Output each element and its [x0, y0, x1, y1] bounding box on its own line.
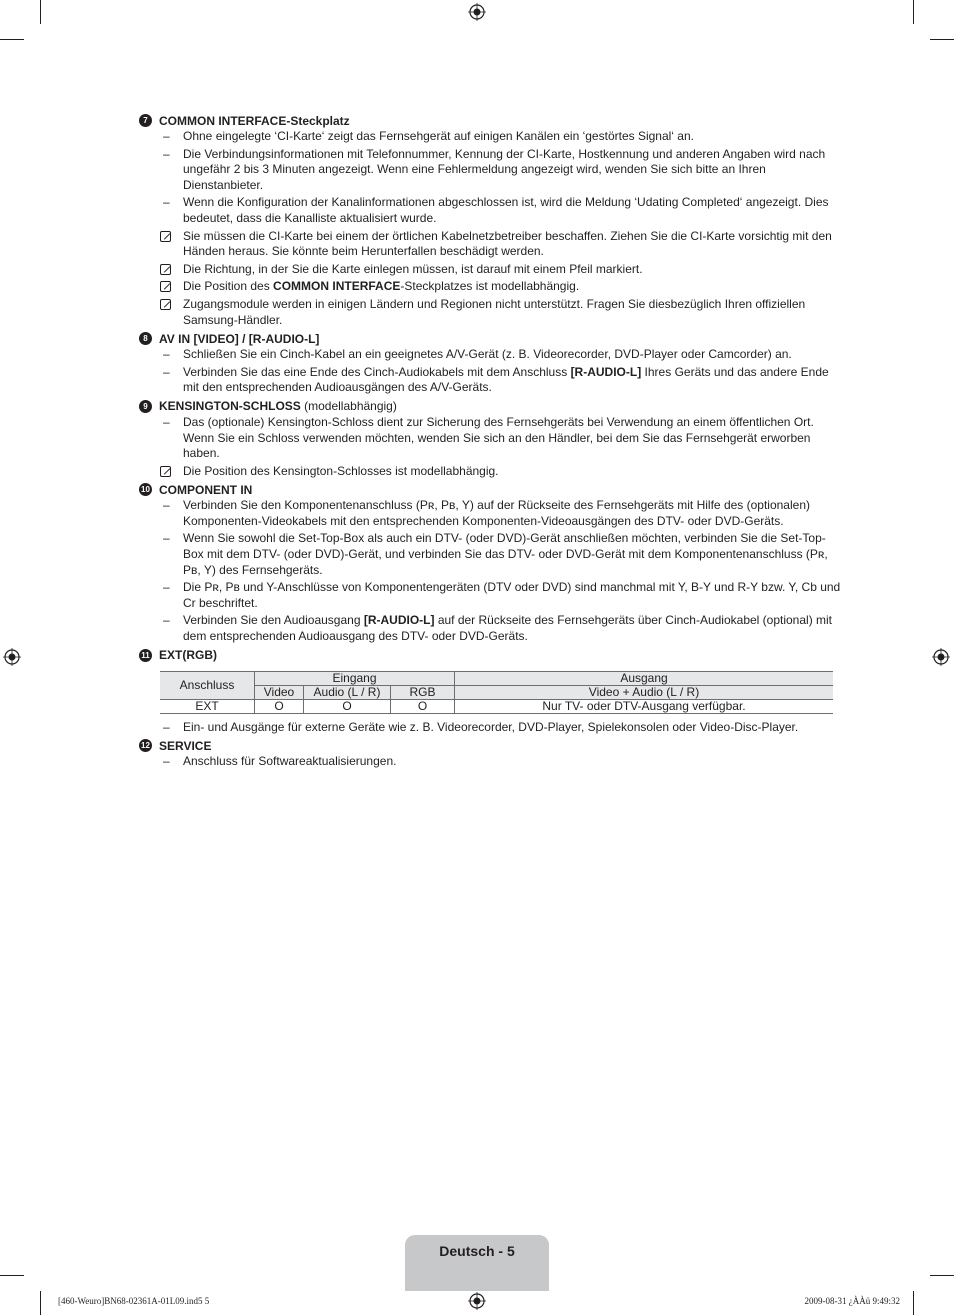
section-title [159, 332, 319, 346]
list-item [139, 147, 842, 194]
crop-mark [0, 1275, 24, 1276]
table-header-connector: Anschluss [160, 671, 255, 699]
dash-bullet: – [163, 146, 170, 161]
note-item [139, 279, 842, 295]
dash-bullet: – [163, 580, 170, 595]
section-title: EXT(RGB) [159, 648, 217, 663]
note-icon [160, 231, 171, 242]
section-heading [139, 398, 842, 415]
crop-mark [930, 1275, 954, 1276]
item-text: Die Verbindungsinformationen mit Telefonnummer, Kennung der CI-Karte, Hostkennung und anderen Angaben wird nach ungefähr 2 bis 3 Minuten angezeigt. Wenn eine Fehlermeldung angezeigt wird, wenden Sie sich bitte an Ihren Dienstanbieter. [183, 146, 826, 192]
section-title-text: COMMON INTERFACE-Steckplatz [159, 113, 350, 128]
section-heading [139, 481, 842, 498]
print-slug-left: [460-Weuro]BN68-02361A-01L09.ind5 5 [58, 1296, 210, 1306]
note-icon [160, 299, 171, 310]
item-text: Die Richtung, in der Sie die Karte einlegen müssen, ist darauf mit einem Pfeil markiert. [183, 261, 643, 276]
item-text: Wenn die Konfiguration der Kanalinformationen abgeschlossen ist, wird die Meldung ‘Udating Completed‘ angezeigt. Dies bedeutet, dass die Kanalliste aktualisiert wurde. [183, 195, 829, 225]
list-item [139, 498, 842, 529]
section-list [139, 112, 842, 645]
section-service [139, 737, 842, 770]
section-title [159, 483, 252, 497]
section-title [159, 399, 397, 413]
dash-bullet: – [163, 414, 170, 429]
table-cell-output: Nur TV- oder DTV-Ausgang verfügbar. [455, 699, 834, 713]
section-8 [139, 330, 842, 396]
item-text: Verbinden Sie den Komponentenanschluss (Pʀ, Pʙ, Y) auf der Rückseite des Fernsehgeräts mit Hilfe des (optionalen) Komponenten-Videokabels mit den entsprechenden Komponenten-Videoausgängen des DTV- oder DVD-Geräts. [183, 498, 810, 528]
dash-bullet: – [163, 364, 170, 379]
registration-mark-icon [468, 3, 486, 21]
section-heading [139, 330, 842, 347]
note-item [139, 262, 842, 278]
section-title-text: AV IN [VIDEO] / [R-AUDIO-L] [159, 331, 320, 346]
table-cell-audio: O [304, 699, 391, 713]
list-item [139, 195, 842, 226]
manual-content [139, 110, 842, 772]
section-number-badge: 12 [139, 739, 152, 752]
dash-bullet: – [163, 531, 170, 546]
note-icon [160, 466, 171, 477]
section-title-text: COMPONENT IN [159, 482, 253, 497]
crop-mark [913, 0, 914, 24]
item-text: Schließen Sie ein Cinch-Kabel an ein geeignetes A/V-Gerät (z. B. Videorecorder, DVD-Player oder Camcorder) an. [183, 347, 792, 362]
crop-mark [40, 0, 41, 24]
item-text-part: Verbinden Sie den Audioausgang [183, 613, 364, 628]
dash-bullet: – [163, 719, 170, 734]
table-header-input: Eingang [255, 671, 455, 685]
item-text-bold: [R-AUDIO-L] [570, 364, 642, 379]
note-item [139, 297, 842, 328]
print-slug-right: 2009-08-31 ¿ÀÀü 9:49:32 [804, 1296, 900, 1306]
list-item [139, 129, 842, 145]
note-mark [139, 297, 183, 328]
table-subheader-video: Video [255, 685, 304, 699]
list-item [139, 613, 842, 644]
item-text: Ohne eingelegte ‘CI-Karte‘ zeigt das Fernsehgerät auf einigen Kanälen ein ‘gestörtes Signal‘ an. [183, 129, 694, 143]
dash-bullet: – [163, 498, 170, 513]
item-text [183, 279, 842, 295]
registration-mark-icon [3, 648, 21, 666]
section-10 [139, 481, 842, 644]
section-ext-rgb [139, 647, 842, 736]
note-mark [139, 229, 183, 260]
list-item [139, 580, 842, 611]
section-number-badge: 7 [139, 114, 152, 127]
item-text: Sie müssen die CI-Karte bei einem der örtlichen Kabelnetzbetreiber beschaffen. Ziehen Sie die CI-Karte vorsichtig mit den Händen heraus. Sie könnte beim Herunterfallen beschädigt werden. [183, 228, 832, 259]
dash-bullet: – [163, 129, 170, 143]
section-heading [139, 112, 842, 129]
table-subheader-rgb: RGB [391, 685, 455, 699]
page-label: Deutsch - 5 [439, 1243, 515, 1259]
note-mark [139, 464, 183, 480]
section-9 [139, 398, 842, 479]
table-cell-rgb: O [391, 699, 455, 713]
section-subtitle: (modellabhängig) [300, 399, 397, 414]
list-item [139, 720, 842, 736]
item-text-bold: [R-AUDIO-L] [363, 613, 435, 628]
section-title-text: KENSINGTON-SCHLOSS [159, 399, 301, 414]
table-subheader-output: Video + Audio (L / R) [455, 685, 834, 699]
ext-connection-table [160, 671, 833, 714]
crop-mark [0, 39, 24, 40]
item-text-part: auf der Rückseite des Fernsehgeräts über Cinch-Audiokabel (optional) mit dem entsprechenden Audioausgang des DTV- oder DVD-Geräts. [183, 613, 833, 644]
note-icon [160, 281, 171, 292]
item-text: Ein- und Ausgänge für externe Geräte wie z. B. Videorecorder, DVD-Player, Spielekonsolen oder Video-Disc-Player. [183, 719, 799, 734]
list-item [139, 347, 842, 363]
table-cell-video: O [255, 699, 304, 713]
section-number-badge: 8 [139, 332, 152, 345]
dash-bullet: – [163, 347, 170, 362]
list-item [139, 415, 842, 462]
dash-bullet: – [163, 754, 170, 769]
list-item [139, 365, 842, 396]
section-number-badge: 10 [139, 483, 152, 496]
table-row [160, 699, 833, 713]
section-title [159, 114, 350, 128]
item-text-part: Die Position des [183, 279, 274, 294]
dash-bullet: – [163, 613, 170, 628]
section-number-badge: 11 [139, 649, 152, 662]
section-number-badge: 9 [139, 400, 152, 413]
section-7 [139, 112, 842, 328]
note-mark [139, 262, 183, 278]
crop-mark [930, 39, 954, 40]
section-heading [139, 737, 842, 754]
registration-mark-icon [932, 648, 950, 666]
note-item [139, 229, 842, 260]
list-item [139, 754, 842, 770]
table-subheader-audio: Audio (L / R) [304, 685, 391, 699]
item-text [183, 613, 842, 644]
page-number-tab [405, 1235, 549, 1291]
note-mark [139, 279, 183, 295]
registration-mark-icon [468, 1292, 486, 1310]
item-text: Die Pʀ, Pʙ und Y-Anschlüsse von Komponentengeräten (DTV oder DVD) sind manchmal mit Y, B-Y und R-Y bzw. Y, Cb und Cr beschriftet. [183, 580, 841, 610]
item-text-bold: COMMON INTERFACE [273, 279, 401, 294]
section-heading [139, 647, 842, 664]
item-text: Wenn Sie sowohl die Set-Top-Box als auch ein DTV- (oder DVD)-Gerät anschließen möchten, verbinden Sie die Set-Top-Box mit dem DTV- (oder DVD)-Gerät, und verbinden Sie das DTV- oder DVD-Gerät mit dem Komponentenanschluss (Pʀ, Pʙ, Y) des Fernsehgeräts. [183, 531, 828, 577]
crop-mark [913, 1291, 914, 1315]
item-text: Das (optionale) Kensington-Schloss dient zur Sicherung des Fernsehgeräts bei Verwendung an einem öffentlichen Ort. Wenn Sie ein Schloss verwenden möchten, wenden Sie sich an den Händler, bei dem Sie das Fernsehgerät erworben haben. [183, 414, 814, 461]
item-text [183, 365, 842, 396]
table-header-output: Ausgang [455, 671, 834, 685]
dash-bullet: – [163, 195, 170, 210]
crop-mark [40, 1291, 41, 1315]
item-text-part: -Steckplatzes ist modellabhängig. [400, 279, 580, 294]
item-text-part: Ihres Geräts und das andere Ende mit den entsprechenden Audioausgängen des A/V-Geräts. [183, 364, 829, 395]
table-cell-connector: EXT [160, 699, 255, 713]
note-icon [160, 264, 171, 275]
note-item [139, 464, 842, 480]
item-text: Die Position des Kensington-Schlosses ist modellabhängig. [183, 463, 499, 478]
item-text: Zugangsmodule werden in einigen Ländern und Regionen nicht unterstützt. Fragen Sie diesbezüglich Ihren offiziellen Samsung-Händler. [183, 296, 806, 327]
item-text-part: Verbinden Sie das eine Ende des Cinch-Audiokabels mit dem Anschluss [183, 364, 571, 379]
list-item [139, 531, 842, 578]
section-title: SERVICE [159, 738, 212, 753]
item-text: Anschluss für Softwareaktualisierungen. [183, 754, 397, 769]
